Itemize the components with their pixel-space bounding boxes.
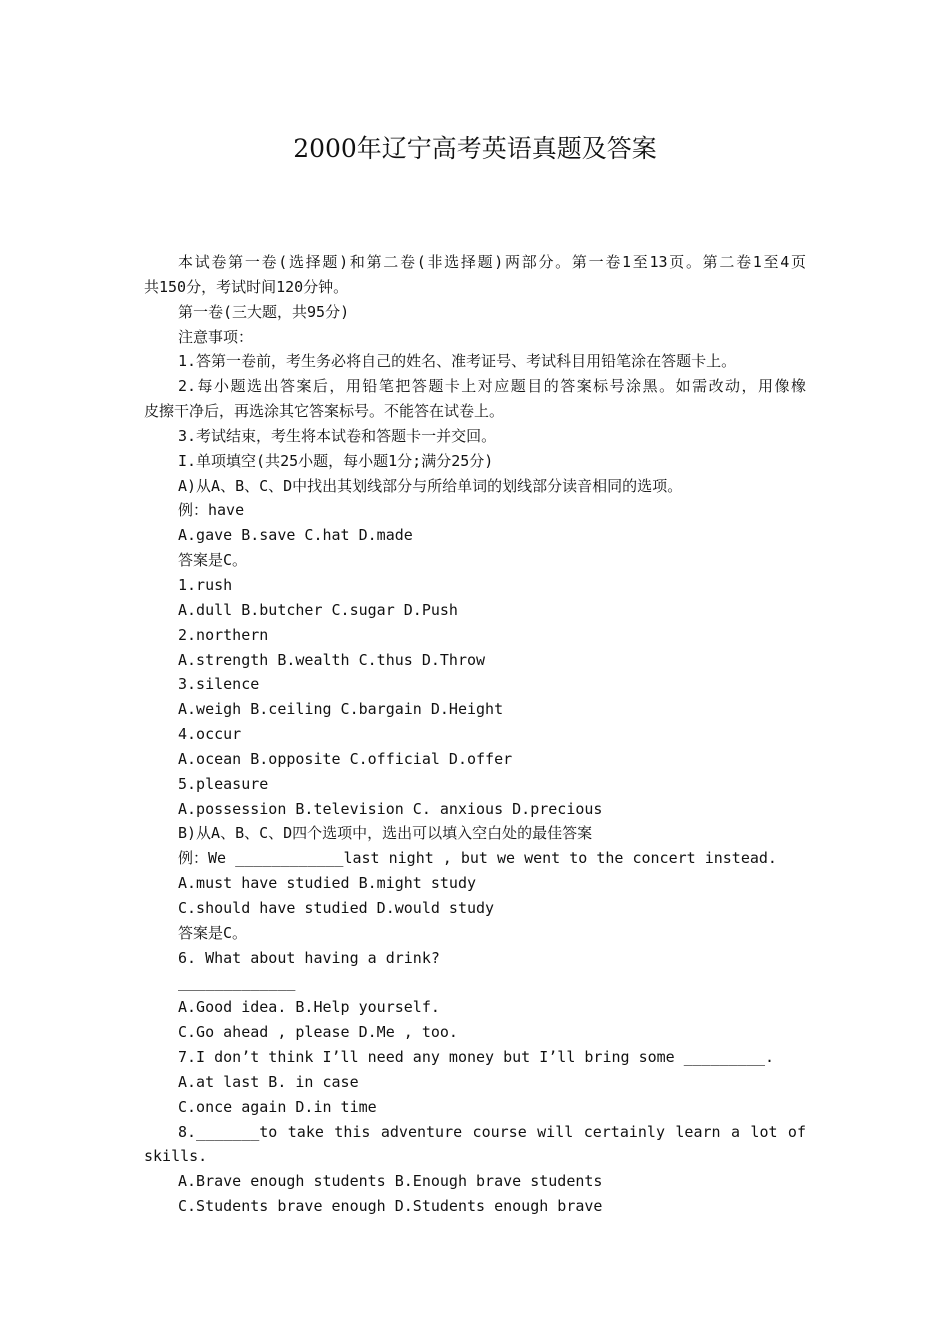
text-line: _____________: [178, 973, 296, 992]
text-line: I.单项填空(共25小题，每小题1分;满分25分): [178, 451, 494, 470]
text-line: 第一卷(三大题，共95分): [178, 302, 350, 321]
text-line: 答案是C。: [178, 551, 248, 570]
text-line: A.must have studied B.might study: [178, 874, 477, 893]
text-line: 5.pleasure: [178, 774, 269, 793]
text-line: A.gave B.save C.hat D.made: [178, 526, 413, 545]
text-line: 例：We ____________last night , but we went to the concert instead.: [178, 849, 777, 868]
text-line: 7.I don’t think I’ll need any money but I’ll bring some _________.: [178, 1048, 775, 1066]
text-line: 2.northern: [178, 625, 269, 644]
page-title: 2000年辽宁高考英语真题及答案: [293, 134, 657, 163]
text-line: 皮擦干净后，再选涂其它答案标号。不能答在试卷上。: [144, 402, 505, 421]
text-line: A)从A、B、C、D中找出其划线部分与所给单词的划线部分读音相同的选项。: [178, 476, 683, 495]
text-line: A.ocean B.opposite C.official D.offer: [178, 749, 513, 768]
text-line: A.Good idea. B.Help yourself.: [178, 998, 440, 1017]
text-line: C.should have studied D.would study: [178, 898, 495, 917]
text-line: A.at last B. in case: [178, 1072, 359, 1091]
text-line: 答案是C。: [178, 923, 248, 942]
text-line: 6. What about having a drink?: [178, 948, 440, 967]
text-line: 例：have: [178, 501, 245, 520]
text-line: 1.rush: [178, 575, 233, 594]
text-line: 4.occur: [178, 725, 242, 744]
document-body: [144, 250, 806, 1219]
text-line: skills.: [144, 1147, 208, 1166]
text-line: 3.考试结束，考生将本试卷和答题卡一并交回。: [178, 426, 497, 445]
text-line: C.once again D.in time: [178, 1097, 377, 1116]
text-line: 共150分，考试时间120分钟。: [144, 277, 349, 296]
text-line: 3.silence: [178, 675, 260, 694]
text-line: 2.每小题选出答案后，用铅笔把答题卡上对应题目的答案标号涂黑。如需改动，用像橡: [178, 377, 806, 396]
text-line: C.Students brave enough D.Students enough brave: [178, 1197, 603, 1216]
text-line: B)从A、B、C、D四个选项中，选出可以填入空白处的最佳答案: [178, 824, 593, 843]
text-line: C.Go ahead , please D.Me , too.: [178, 1023, 458, 1042]
text-line: A.dull B.butcher C.sugar D.Push: [178, 600, 458, 619]
text-line: A.strength B.wealth C.thus D.Throw: [178, 650, 486, 669]
text-line: A.Brave enough students B.Enough brave students: [178, 1172, 603, 1191]
text-line: 8._______to take this adventure course will certainly learn a lot of: [178, 1122, 806, 1141]
text-line: A.possession B.television C. anxious D.precious: [178, 799, 603, 818]
text-line: 1.答第一卷前，考生务必将自己的姓名、准考证号、考试科目用铅笔涂在答题卡上。: [178, 352, 737, 371]
text-line: 注意事项：: [178, 327, 254, 346]
text-line: A.weigh B.ceiling C.bargain D.Height: [178, 700, 504, 719]
text-line: 本试卷第一卷(选择题)和第二卷(非选择题)两部分。第一卷1至13页。第二卷1至4页: [178, 253, 806, 271]
